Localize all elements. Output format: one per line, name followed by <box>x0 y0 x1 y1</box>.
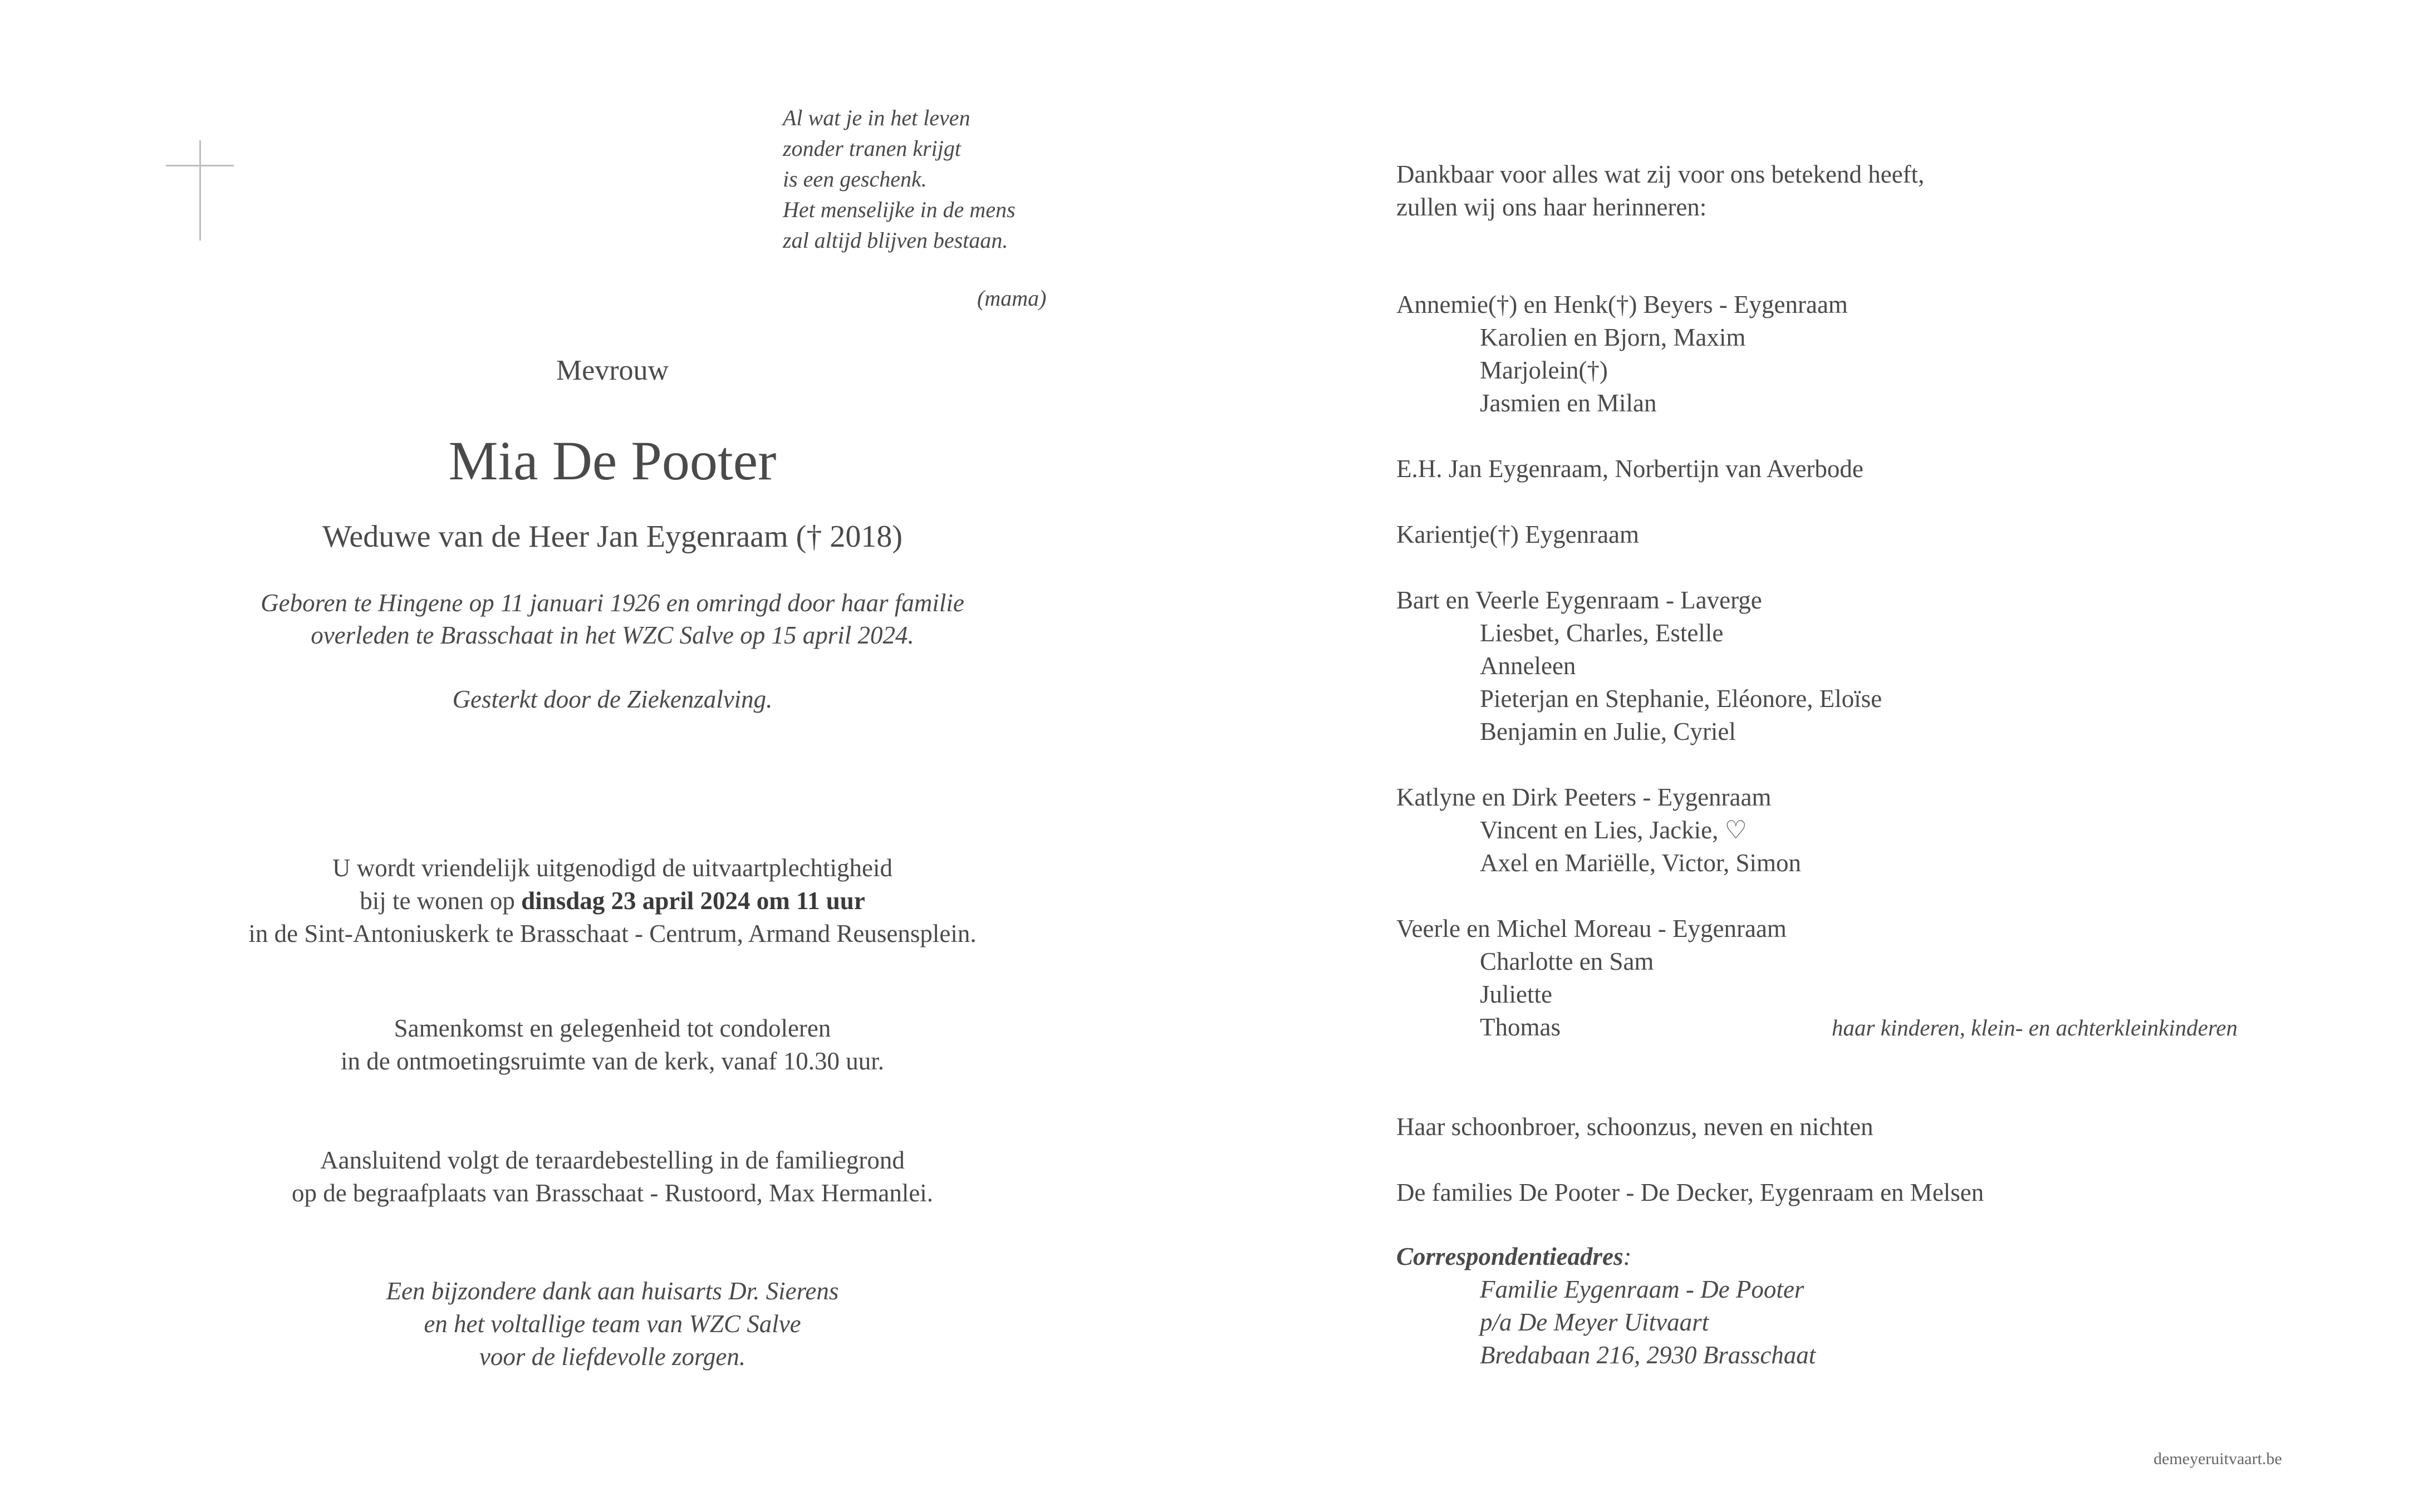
family-list <box>1396 288 1882 1044</box>
poem <box>783 102 1016 256</box>
death-line: overleden te Brasschaat in het WZC Salve op 15 april 2024. <box>311 621 914 649</box>
sacrament-note: Gesterkt door de Ziekenzalving. <box>452 685 773 713</box>
address-line: Bredabaan 216, 2930 Brasschaat <box>1480 1341 1816 1369</box>
family-member: Marjolein(†) <box>1480 356 1608 384</box>
family-member: Karolien en Bjorn, Maxim <box>1480 323 1746 351</box>
gratitude-line: zullen wij ons haar herinneren: <box>1396 193 1707 221</box>
address-line: Familie Eygenraam - De Pooter <box>1480 1275 1804 1303</box>
website-link[interactable]: demeyeruitvaart.be <box>2154 1450 2282 1468</box>
thanks-line: en het voltallige team van WZC Salve <box>424 1310 801 1338</box>
ceremony-location: in de Sint-Antoniuskerk te Brasschaat - Centrum, Armand Reusensplein. <box>248 920 977 948</box>
family-member: Pieterjan en Stephanie, Eléonore, Eloïse <box>1480 685 1882 713</box>
ceremony-date: dinsdag 23 april 2024 om 11 uur <box>521 887 865 915</box>
family-member: Thomas <box>1480 1013 1561 1041</box>
gathering-line: Samenkomst en gelegenheid tot condoleren <box>394 1014 831 1042</box>
ceremony-date-prefix: bij te wonen op <box>360 887 522 915</box>
burial-line: op de begraafplaats van Brasschaat - Rustoord, Max Hermanlei. <box>291 1179 934 1207</box>
correspondence-label: Correspondentieadres <box>1396 1243 1623 1270</box>
family-head: Karientje(†) Eygenraam <box>1396 521 1640 548</box>
family-member: Anneleen <box>1480 652 1576 680</box>
thanks-line: Een bijzondere dank aan huisarts Dr. Sierens <box>386 1277 839 1305</box>
poem-line: zonder tranen krijgt <box>783 136 961 161</box>
ceremony-line: U wordt vriendelijk uitgenodigd de uitvaartplechtigheid <box>332 854 892 882</box>
family-member: Liesbet, Charles, Estelle <box>1480 619 1724 647</box>
poem-attribution: (mama) <box>977 286 1047 311</box>
family-head: Katlyne en Dirk Peeters - Eygenraam <box>1396 783 1772 811</box>
burial-line: Aansluitend volgt de teraardebestelling in de familiegrond <box>320 1146 905 1174</box>
thanks-note <box>167 1275 1058 1373</box>
descendants-label: haar kinderen, klein- en achterkleinkinderen <box>1832 1015 2238 1040</box>
deceased-name: Mia De Pooter <box>448 430 777 492</box>
poem-line: Al wat je in het leven <box>783 105 970 130</box>
ceremony-date-line <box>167 885 1058 917</box>
family-head: Bart en Veerle Eygenraam - Laverge <box>1396 586 1762 614</box>
gathering-info <box>167 1012 1058 1078</box>
family-head: Veerle en Michel Moreau - Eygenraam <box>1396 915 1787 942</box>
gratitude-line: Dankbaar voor alles wat zij voor ons betekend heeft, <box>1396 160 1925 188</box>
extended-line: Haar schoonbroer, schoonzus, neven en nichten <box>1396 1113 1873 1141</box>
gathering-line: in de ontmoetingsruimte van de kerk, vanaf 10.30 uur. <box>340 1047 885 1075</box>
correspondence-heading: Correspondentieadres: <box>1396 1243 1632 1270</box>
birth-line: Geboren te Hingene op 11 januari 1926 en omringd door haar familie <box>261 589 964 617</box>
family-member: Vincent en Lies, Jackie, ♡ <box>1480 816 1747 844</box>
address-line: p/a De Meyer Uitvaart <box>1480 1308 1709 1336</box>
thanks-line: voor de liefdevolle zorgen. <box>479 1343 746 1371</box>
poem-line: zal altijd blijven bestaan. <box>783 228 1008 253</box>
birth-death-details <box>167 587 1058 651</box>
poem-line: is een geschenk. <box>783 166 927 192</box>
family-head: Annemie(†) en Henk(†) Beyers - Eygenraam <box>1396 291 1848 318</box>
family-member: Juliette <box>1480 980 1552 1008</box>
family-member: Charlotte en Sam <box>1480 948 1654 975</box>
poem-line: Het menselijke in de mens <box>783 197 1016 222</box>
family-head: E.H. Jan Eygenraam, Norbertijn van Averbode <box>1396 455 1863 483</box>
widow-of: Weduwe van de Heer Jan Eygenraam († 2018) <box>322 519 902 554</box>
burial-info <box>167 1144 1058 1210</box>
extended-family <box>1396 1111 1984 1209</box>
ceremony-invitation <box>167 852 1058 950</box>
family-member: Axel en Mariëlle, Victor, Simon <box>1480 849 1802 877</box>
correspondence-address <box>1396 1240 1816 1372</box>
salutation: Mevrouw <box>556 355 669 386</box>
cross-vertical-bar <box>199 140 201 240</box>
family-member: Jasmien en Milan <box>1480 389 1657 417</box>
family-member: Benjamin en Julie, Cyriel <box>1480 718 1736 745</box>
gratitude-text <box>1396 158 1924 224</box>
extended-line: De families De Pooter - De Decker, Eygenraam en Melsen <box>1396 1179 1984 1206</box>
cross-horizontal-bar <box>166 165 234 166</box>
